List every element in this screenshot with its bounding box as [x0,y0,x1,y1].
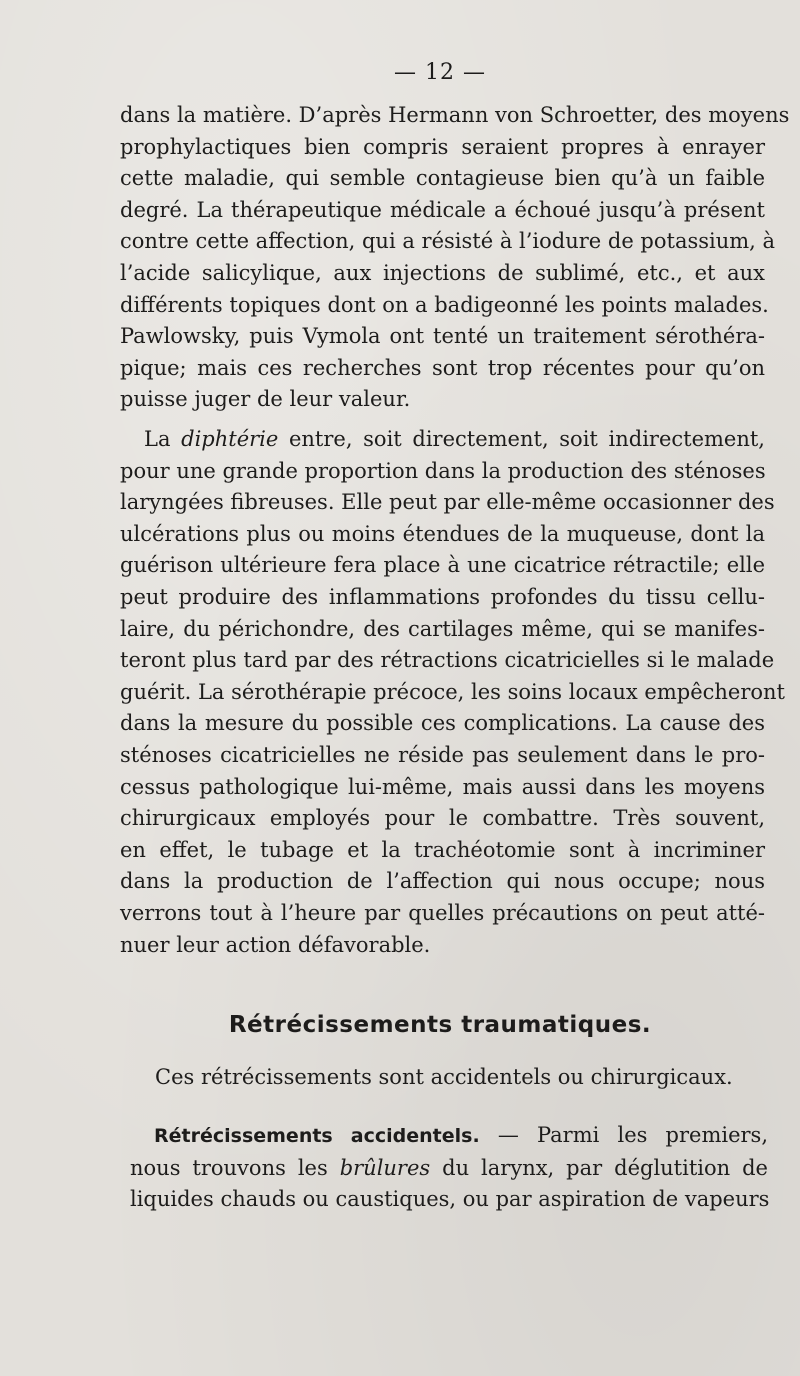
text-line-first [130,1120,768,1153]
text-line: différents topiques dont on a badigeonné les points malades. [120,292,769,317]
run-in-heading: Rétrécissements accidentels. [154,1125,480,1147]
text-line: dans la mesure du possible ces complications. La cause des [120,711,765,736]
text-line-first [120,424,765,456]
text-line: cessus pathologique lui-même, mais aussi dans les moyens [120,774,765,799]
text-run: entre, soit directement, soit indirectement, [288,427,765,451]
text-line: pique; mais ces recherches sont trop récentes pour qu’on [120,355,765,380]
text-line: ulcérations plus ou moins étendues de la muqueuse, dont la [120,521,765,546]
text-line: laire, du périchondre, des cartilages même, qui se manifes- [120,616,765,641]
text-line: nuer leur action défavorable. [120,932,431,957]
text-line: dans la production de l’affection qui nous occupe; nous [120,869,765,894]
text-line: prophylactiques bien compris seraient propres à enrayer [120,134,765,159]
text-run: du larynx, par déglutition de [442,1155,768,1180]
text-line: teront plus tard par des rétractions cicatricielles si le malade [120,648,775,673]
text-line: dans la matière. D’après Hermann von Schroetter, des moyens [120,103,790,127]
italic-term: diphtérie [181,427,279,451]
text-line: sténoses cicatricielles ne réside pas seulement dans le pro- [120,742,765,767]
paragraph-4 [130,1120,768,1216]
text-line: l’acide salicylique, aux injections de sublimé, etc., et aux [120,260,765,285]
text-line: peut produire des inflammations profondes du tissu cellu- [120,584,765,609]
text-run: La [144,427,171,451]
text-line: contre cette affection, qui a résisté à l’iodure de potassium, à [120,229,776,254]
text-line: guérison ultérieure fera place à une cicatrice rétractile; elle [120,553,765,578]
paragraph-1 [120,100,790,416]
text-line: chirurgicaux employés pour le combattre. Très souvent, [120,806,765,831]
text-line: cette maladie, qui semble contagieuse bien qu’à un faible [120,166,765,191]
text-line: laryngées fibreuses. Elle peut par elle-même occasionner des [120,490,775,515]
text-line: guérit. La sérothérapie précoce, les soins locaux empêcheront [120,679,785,704]
page-number: — 12 — [394,60,486,85]
section-title: Rétrécissements traumatiques. [228,1012,652,1038]
text-line: en effet, le tubage et la trachéotomie sont à incriminer [120,837,765,862]
paragraph-3: Ces rétrécissements sont accidentels ou chirurgicaux. [155,1065,733,1089]
text-run: nous trouvons les [130,1155,328,1180]
text-line: puisse juger de leur valeur. [120,387,411,412]
text-line: Pawlowsky, puis Vymola ont tenté un traitement sérothéra- [120,324,765,349]
paragraph-2 [120,424,785,961]
text-line: liquides chauds ou caustiques, ou par aspiration de vapeurs [130,1187,770,1212]
text-line [130,1153,768,1185]
text-run: — Parmi les premiers, [497,1123,769,1147]
text-line: pour une grande proportion dans la production des sténoses [120,458,766,483]
italic-term: brûlures [339,1155,431,1180]
text-line: degré. La thérapeutique médicale a échoué jusqu’à présent [120,197,765,222]
text-line: verrons tout à l’heure par quelles précautions on peut atté- [120,900,765,925]
